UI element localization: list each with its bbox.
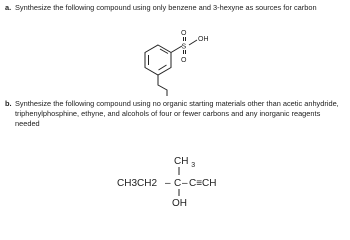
structure-b [117,156,217,209]
question-a-label: a. [5,3,12,12]
ethynyl-group: C≡CH [189,178,217,189]
sulfur-atom: S [181,43,187,51]
question-b [5,99,343,128]
sulfonyl-o-top: O [181,30,187,37]
bond-right: – [182,178,188,189]
benzene-ring [145,45,171,75]
question-b-label: b. [5,99,12,108]
ethyl-group: CH3CH2 [117,178,158,189]
methyl-top: CH $_3$ [174,156,196,169]
ring-s-bond [171,46,182,53]
bond-left: – [165,178,171,189]
question-a-text: Synthesize the following compound using only benzene and 3-hexyne as sources for carbon [15,3,317,12]
question-b-text: Synthesize the following compound using no organic starting materials other than acetic anhydride, triphenylphosphine, ethyne, and alcohols of four or fewer carbons and any inorganic reagents needed [15,99,339,128]
hydroxyl-bottom: OH [172,198,187,209]
sulfonic-oh: OH [198,36,209,43]
propyl-chain [158,75,167,96]
sulfonyl-o-bottom: O [181,57,187,64]
central-carbon: C [174,178,182,189]
